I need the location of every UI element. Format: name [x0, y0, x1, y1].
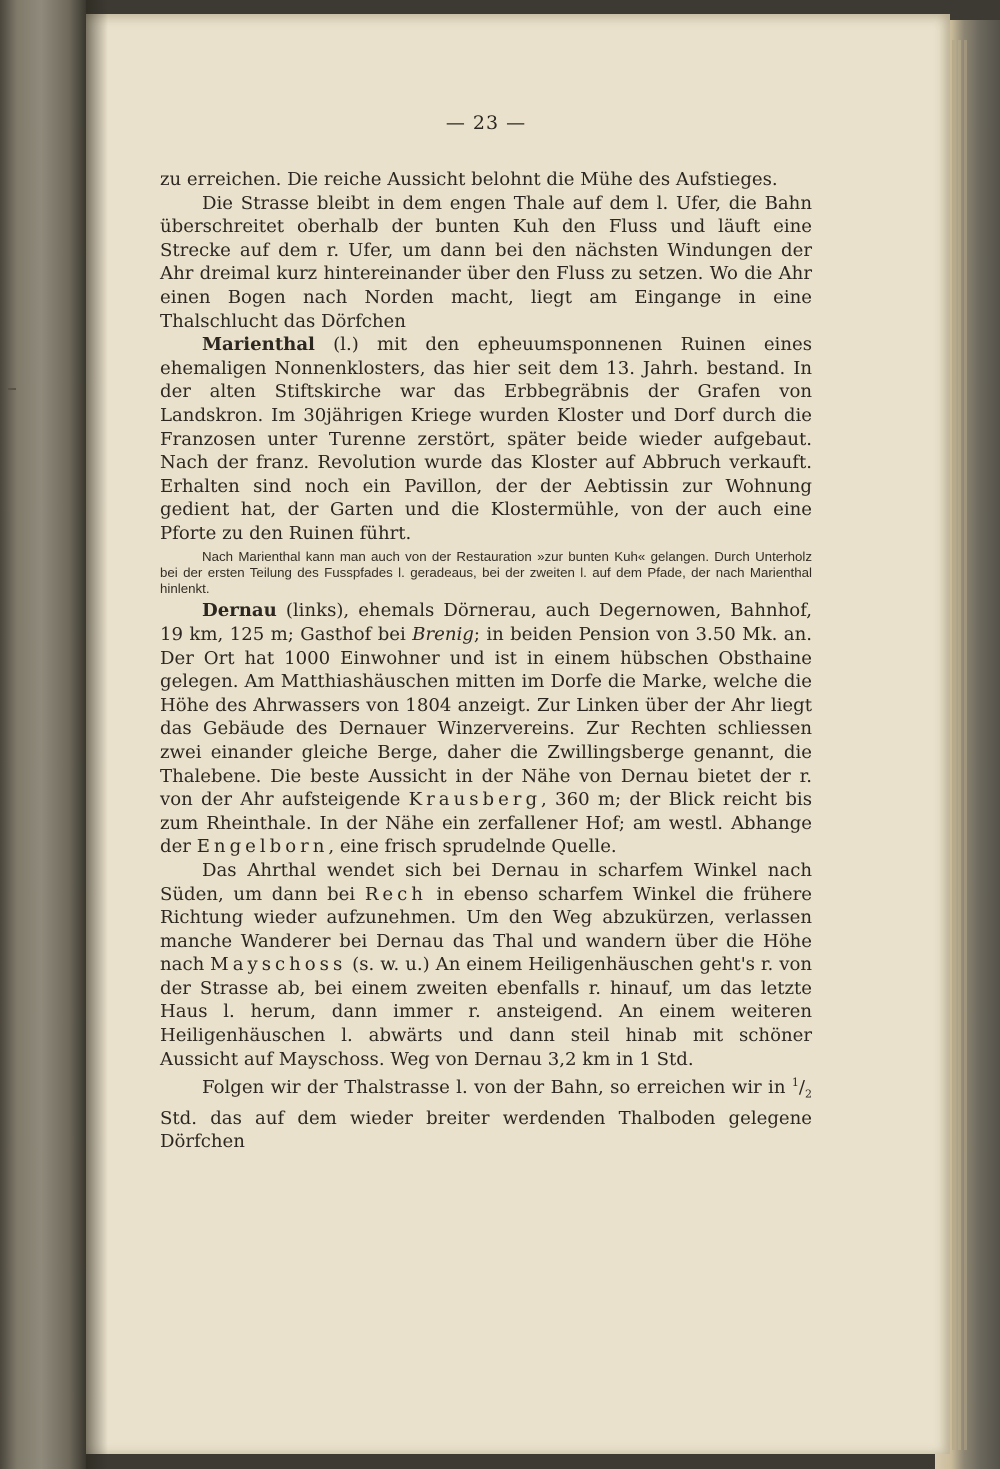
book-cover-left — [0, 0, 86, 1469]
margin-mark — [8, 388, 16, 390]
page-edge — [952, 40, 955, 1450]
fraction-numerator: 1 — [791, 1076, 799, 1090]
place-name-marienthal: Marienthal — [202, 334, 315, 356]
place-krausberg: Krausberg — [408, 789, 542, 811]
fraction-denominator: 2 — [805, 1087, 812, 1101]
paragraph-2: Die Strasse bleibt in dem engen Thale auf dem l. Ufer, die Bahn überschreitet oberhalb der bunten Kuh den Fluss und läuft eine Strecke auf dem r. Ufer, um dann bei den nächsten Windungen der Ahr dreimal kurz hintereinander über den Fluss zu setzen. Wo die Ahr einen Bogen nach Norden macht, liegt am Eingange in eine Thalschlucht das Dörfchen — [160, 192, 812, 332]
paragraph-1: zu erreichen. Die reiche Aussicht belohnt die Mühe des Aufstieges. — [160, 169, 778, 190]
page-number: — 23 — — [445, 112, 527, 134]
paragraph-thalstrasse — [160, 1071, 812, 1153]
paragraph-marienthal-text: (l.) mit den epheuumsponnenen Ruinen eines ehemaligen Nonnenklosters, das hier seit dem 13. Jahrh. bestand. In der alten Stiftskirche war das Erbbegräbnis der Grafen von Landskron. Im 30jährigen Kriege wurden Kloster und Dorf durch die Franzosen unter Turenne zerstört, später beide wieder aufgebaut. Nach der franz. Revolution wurde das Kloster auf Abbruch verkauft. Erhalten sind noch ein Pavillon, der der Aebtissin zur Wohnung gedient hat, der Garten und die Klostermühle, von der auch eine Pforte zu den Ruinen führt. — [160, 334, 812, 544]
text-span: in ebenso scharfem Winkel die frühere Richtung wieder aufzunehmen. Um den Weg abzukürzen, verlassen manche Wanderer bei Dernau das Thal und wandern über die Höhe nach — [160, 883, 812, 976]
text-span: (s. w. u.) An einem Heiligenhäuschen geht's r. von der Strasse ab, bei einem zweiten ebenfalls r. hinauf, um das letzte Haus l. herum, dann immer r. ansteigend. An einem weiteren Heiligenhäuschen l. abwärts und dann steil hinab mit schöner Aussicht auf Mayschoss. Weg von Dernau 3,2 km in 1 Std. — [160, 954, 813, 1070]
place-rech: Rech — [364, 883, 427, 905]
text-span: , 360 m; der Blick reicht bis zum Rheinthale. In der Nähe ein zerfallener Hof; am westl. Abhange der — [160, 789, 812, 858]
text-span: Das Ahrthal wendet sich bei Dernau in scharfem Winkel nach Süden, um dann bei — [160, 859, 812, 905]
paragraph-ahrthal — [160, 859, 812, 1071]
place-name-dernau: Dernau — [202, 600, 277, 622]
footnote-marienthal: Nach Marienthal kann man auch von der Restauration »zur bunten Kuh« gelangen. Durch Unterholz bei der ersten Teilung des Fusspfades l. geradeaus, bei der zweiten l. auf dem Pfade, der nach Marienthal hinlenkt. — [160, 548, 812, 597]
text-span: , eine frisch sprudelnde Quelle. — [328, 836, 617, 858]
page-edge — [958, 40, 961, 1450]
page-edge — [964, 40, 967, 1450]
spine-shadow — [86, 0, 108, 1469]
text-span: ; in beiden Pension von 3.50 Mk. an. Der Ort hat 1000 Einwohner und ist in einem hübschen Obsthaine gelegen. Am Matthiashäuschen mitten im Dorfe die Marke, welche die Höhe des Ahrwassers von 1804 anzeigt. Zur Linken über der Ahr liegt das Gebäude des Dernauer Winzervereins. Zur Rechten schliessen zwei einander gleiche Berge, daher die Zwillingsberge genannt, die Thalebene. Die beste Aussicht in der Nähe von Dernau bietet der r. von der Ahr aufsteigende — [160, 623, 812, 811]
paragraph-marienthal — [160, 333, 812, 545]
text-span: Std. das auf dem wieder breiter werdenden Thalboden gelegene Dörfchen — [160, 1107, 812, 1153]
text-span: Folgen wir der Thalstrasse l. von der Bahn, so erreichen wir in — [202, 1077, 792, 1099]
place-mayschoss: Mayschoss — [210, 954, 347, 976]
text-span: (links), ehemals Dörnerau, auch Degernowen, Bahnhof, 19 km, 125 m; Gasthof bei — [160, 600, 812, 645]
place-engelborn: Engelborn — [196, 836, 329, 858]
page-body — [160, 168, 812, 1154]
paragraph-dernau — [160, 599, 812, 859]
fraction-half: $^1/_2$ — [791, 1076, 812, 1101]
gasthof-brenig: Brenig — [412, 623, 474, 645]
